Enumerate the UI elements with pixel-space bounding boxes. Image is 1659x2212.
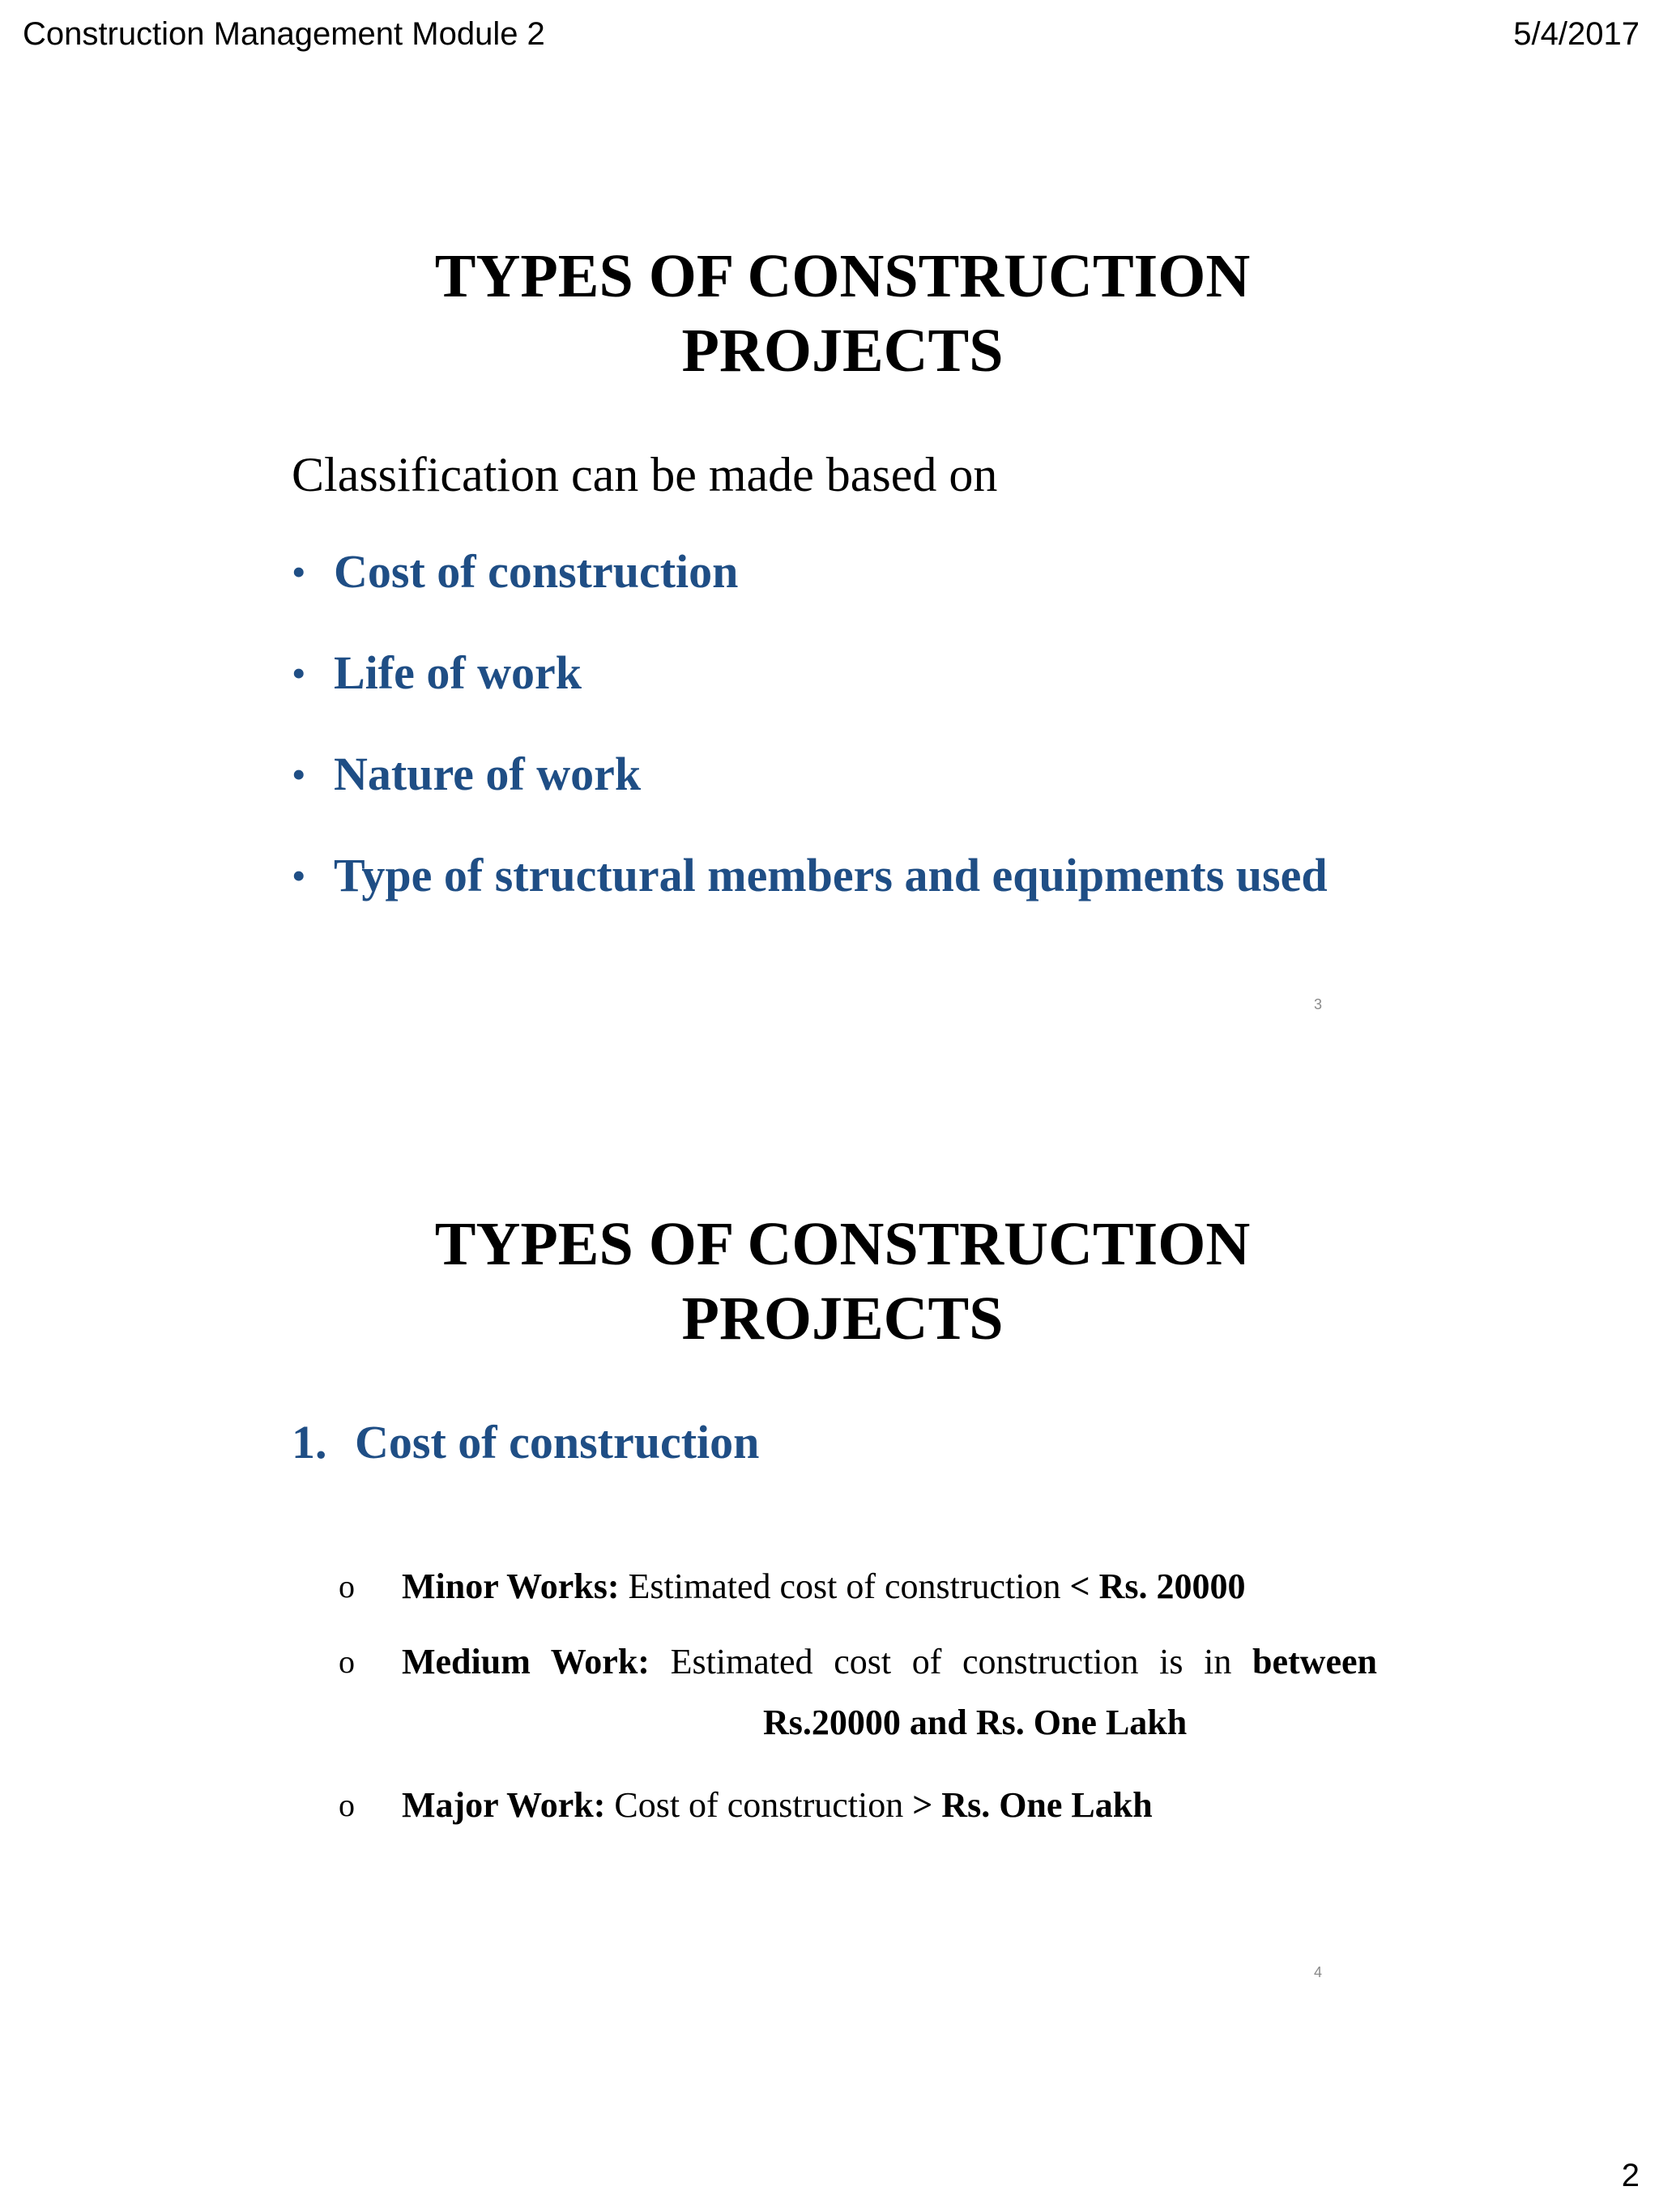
list-item-text: Life of work — [334, 646, 582, 699]
item-description: Cost of construction — [605, 1785, 913, 1825]
document-header-title: Construction Management Module 2 — [23, 16, 545, 52]
slide-title-line-1: TYPES OF CONSTRUCTION — [434, 1210, 1251, 1278]
circle-bullet-icon: o — [339, 1787, 355, 1823]
item-value: > Rs. One Lakh — [912, 1785, 1153, 1825]
slide-title-line-2: PROJECTS — [681, 317, 1004, 385]
item-value: between — [1252, 1642, 1377, 1681]
section-heading-text: Cost of construction — [355, 1416, 760, 1468]
item-value: < Rs. 20000 — [1069, 1566, 1246, 1606]
slide-number: 3 — [1314, 996, 1323, 1012]
page-number: 2 — [1621, 2158, 1640, 2193]
list-item-text: Cost of construction — [334, 545, 739, 598]
circle-bullet-icon: o — [339, 1643, 355, 1680]
classification-intro: Classification can be made based on — [292, 448, 998, 501]
slide-3 — [235, 202, 1450, 1134]
item-label: Major Work: — [402, 1785, 606, 1825]
item-description: Estimated cost of construction — [619, 1566, 1070, 1606]
list-item-text: Type of structural members and equipments used — [334, 849, 1328, 901]
section-heading — [292, 1413, 759, 1472]
slide-title — [235, 239, 1450, 388]
bullet-icon: • — [292, 853, 306, 898]
list-item-text — [402, 1639, 1377, 1686]
list-item-text — [402, 1782, 1153, 1829]
bullet-icon: • — [292, 752, 306, 797]
document-header-date: 5/4/2017 — [1513, 16, 1640, 52]
slide-4 — [235, 1170, 1450, 2102]
slide-title-line-2: PROJECTS — [681, 1285, 1004, 1353]
slide-number: 4 — [1314, 1964, 1323, 1980]
slide-title — [235, 1207, 1450, 1356]
item-value-continuation: Rs.20000 and Rs. One Lakh — [763, 1703, 1188, 1742]
item-label: Minor Works: — [402, 1566, 620, 1606]
item-label: Medium Work: — [402, 1642, 650, 1681]
slide-title-line-1: TYPES OF CONSTRUCTION — [434, 242, 1251, 310]
circle-bullet-icon: o — [339, 1568, 355, 1605]
item-description: Estimated cost of construction is in — [649, 1642, 1253, 1681]
bullet-icon: • — [292, 549, 306, 595]
list-item-text — [402, 1563, 1246, 1610]
list-item-text: Nature of work — [334, 748, 642, 800]
section-heading-number: 1. — [292, 1416, 327, 1468]
bullet-icon: • — [292, 650, 306, 696]
